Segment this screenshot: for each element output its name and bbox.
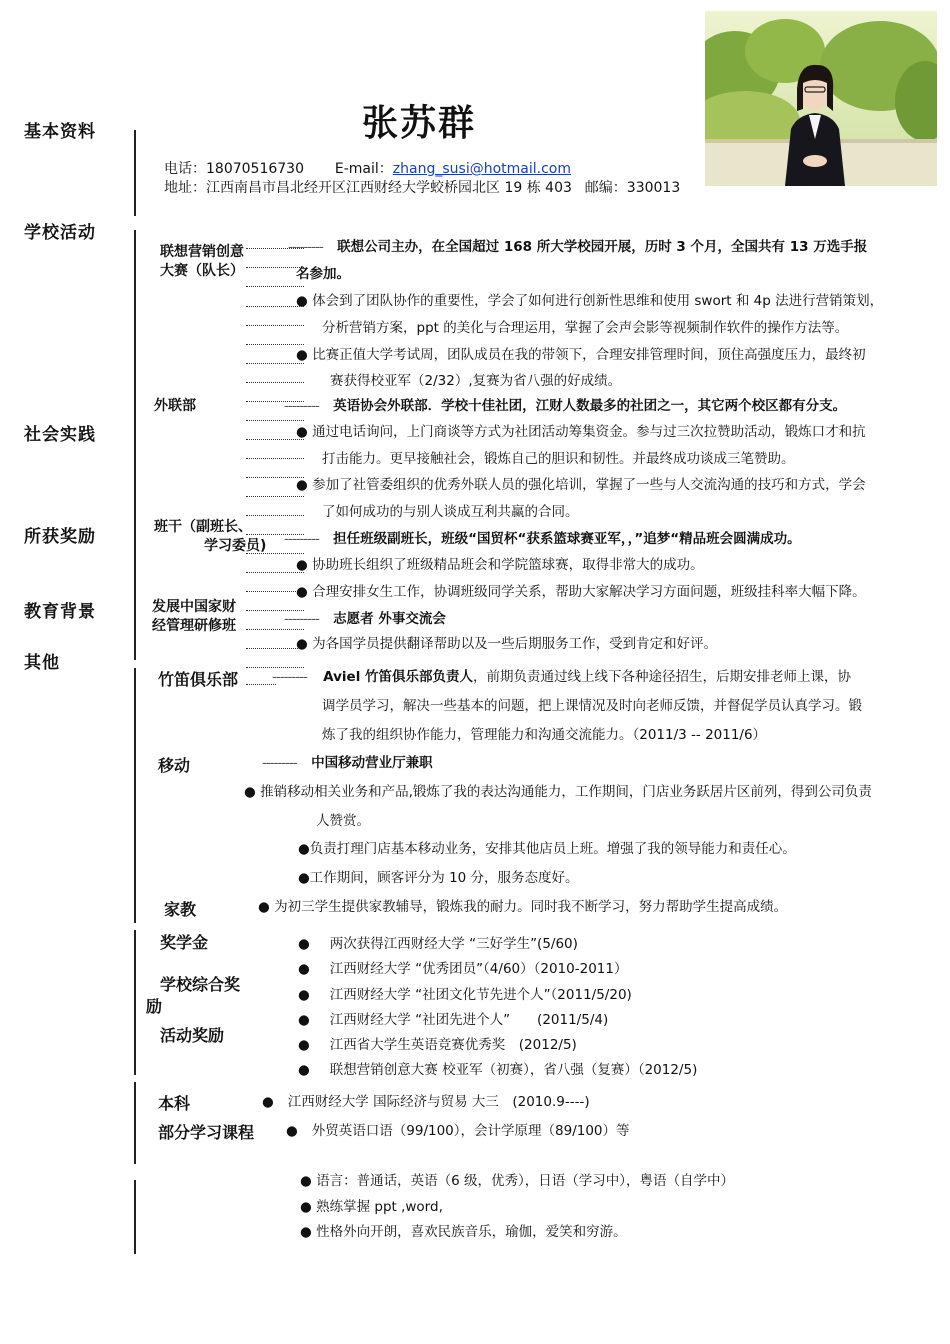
external-bullet-2-cont: 了如何成功的与别人谈成互利共赢的合同。 <box>322 504 579 520</box>
external-bullet-1 <box>296 421 866 443</box>
cadre-bullet-1 <box>296 554 704 576</box>
award-item-text: 江西财经大学 “社团先进个人” (2011/5/4) <box>329 1012 609 1028</box>
lenovo-bullet-1-cont: 分析营销方案，ppt 的美化与合理运用，掌握了会声会影等视频制作软件的操作方法等。 <box>322 320 849 336</box>
mobile-bullet-1-cont: 人赞赏。 <box>316 813 370 829</box>
cadre-heading <box>284 528 801 550</box>
award-item <box>298 1009 608 1031</box>
external-heading-text: 英语协会外联部．学校十佳社团，江财人数最多的社团之一，其它两个校区都有分支。 <box>333 398 847 414</box>
seminar-label-line2: 经管理研修班 <box>152 618 236 634</box>
lenovo-label-line2: 大赛（队长） <box>160 263 244 279</box>
bullet-dot: ● <box>296 477 308 493</box>
cadre-bullet-2 <box>296 581 866 603</box>
other-item-text: 性格外向开朗，喜欢民族音乐，瑜伽，爱笑和穷游。 <box>316 1224 627 1240</box>
cadre-bullet-2-text: 合理安排女生工作，协调班级同学关系，帮助大家解决学习方面问题，班级挂科率大幅下降。 <box>312 584 866 600</box>
cadre-label-line2: 学习委员) <box>204 538 267 554</box>
external-bullet-2 <box>296 474 866 496</box>
lenovo-bullet-2-text: 比赛正值大学考试周，团队成员在我的带领下，合理安排管理时间，顶住高强度压力，最终初 <box>312 347 866 363</box>
bullet-dot: ● <box>298 1012 310 1028</box>
dash-separator: --------- <box>288 239 323 255</box>
award-item <box>298 958 627 980</box>
tutor-label: 家教 <box>164 900 197 919</box>
bamboo-heading <box>272 666 851 688</box>
award-item-text: 江西财经大学 “社团文化节先进个人”（2011/5/20) <box>329 987 632 1003</box>
divider-education <box>134 1082 136 1164</box>
seminar-label-line1: 发展中国家财 <box>152 599 236 615</box>
education-degree-text: 江西财经大学 国际经济与贸易 大三 (2010.9----) <box>287 1094 590 1110</box>
bamboo-label: 竹笛俱乐部 <box>158 670 239 689</box>
profile-photo <box>705 11 937 186</box>
bullet-dot: ● <box>298 987 310 1003</box>
other-item <box>300 1170 734 1192</box>
seminar-bullet-1 <box>296 633 717 655</box>
mobile-bullet-2-text: 负责打理门店基本移动业务，安排其他店员上班。增强了我的领导能力和责任心。 <box>309 841 796 857</box>
bullet-dot: ● <box>298 841 310 857</box>
bullet-dot: ● <box>296 347 308 363</box>
email-link[interactable]: zhang_susi@hotmail.com <box>392 161 571 177</box>
awards-label-activity: 活动奖励 <box>160 1026 225 1045</box>
seminar-bullet-1-text: 为各国学员提供翻译帮助以及一些后期服务工作，受到肯定和好评。 <box>312 636 718 652</box>
awards-label-scholarship: 奖学金 <box>160 933 209 952</box>
section-education-title: 教育背景 <box>24 602 96 622</box>
bullet-dot: ● <box>300 1173 312 1189</box>
external-label: 外联部 <box>154 398 196 414</box>
external-bullet-1-text: 通过电话询问，上门商谈等方式为社团活动筹集资金。参与过三次拉赞助活动，锻炼口才和抗 <box>312 424 866 440</box>
zip-value: 330013 <box>626 180 681 196</box>
award-item <box>298 1034 577 1056</box>
education-courses-text: 外贸英语口语（99/100），会计学原理（89/100）等 <box>311 1123 630 1139</box>
cadre-heading-text: 担任班级副班长，班级“国贸杯“获系篮球赛亚军，，”追梦“精品班会圆满成功。 <box>333 531 801 547</box>
external-heading <box>284 395 846 417</box>
dash-separator: --------- <box>284 531 319 547</box>
mobile-bullet-3 <box>298 867 579 889</box>
section-other-title: 其他 <box>24 653 60 673</box>
cadre-bullet-1-text: 协助班长组织了班级精品班会和学院篮球赛，取得非常大的成功。 <box>312 557 704 573</box>
tutor-bullet-1-text: 为初三学生提供家教辅导，锻炼我的耐力。同时我不断学习，努力帮助学生提高成绩。 <box>274 899 788 915</box>
bullet-dot: ● <box>298 870 310 886</box>
award-item-text: 两次获得江西财经大学 “三好学生”(5/60) <box>329 936 578 952</box>
divider-other <box>134 1180 136 1254</box>
lenovo-label-line1: 联想营销创意 <box>160 244 244 260</box>
education-label-degree: 本科 <box>158 1094 191 1113</box>
section-awards-title: 所获奖励 <box>24 527 96 547</box>
lenovo-bullet-1 <box>296 290 883 312</box>
bullet-dot: ● <box>262 1094 274 1110</box>
dash-separator: --------- <box>284 611 319 627</box>
lenovo-heading-cont: 名参加。 <box>296 266 350 282</box>
seminar-heading <box>284 608 446 630</box>
other-item-text: 熟练掌握 ppt ,word, <box>316 1199 443 1215</box>
divider-social <box>134 668 136 923</box>
other-item <box>300 1196 443 1218</box>
award-item-text: 联想营销创意大赛 校亚军（初赛），省八强（复赛）（2012/5) <box>329 1062 698 1078</box>
bamboo-text-3: 炼了我的组织协作能力，管理能力和沟通交流能力。（2011/3 -- 2011/6） <box>322 727 767 743</box>
mobile-bullet-1 <box>244 781 872 803</box>
mobile-bullet-3-text: 工作期间，顾客评分为 10 分，服务态度好。 <box>309 870 579 886</box>
seminar-heading-text: 志愿者 外事交流会 <box>333 611 446 627</box>
external-bullet-1-cont: 打击能力。更早接触社会，锻炼自己的胆识和韧性。并最终成功谈成三笔赞助。 <box>322 451 795 467</box>
awards-label-comprehensive: 学校综合奖 <box>160 975 241 994</box>
bullet-dot: ● <box>298 936 310 952</box>
address-value: 江西南昌市昌北经开区江西财经大学蛟桥园北区 19 栋 403 <box>206 180 572 196</box>
lenovo-heading <box>288 236 867 258</box>
bullet-dot: ● <box>296 584 308 600</box>
bullet-dot: ● <box>296 636 308 652</box>
award-item-text: 江西财经大学 “优秀团员”（4/60）（2010-2011） <box>329 961 628 977</box>
education-degree <box>262 1091 590 1113</box>
address-line <box>164 177 680 199</box>
bullet-dot: ● <box>286 1123 298 1139</box>
lenovo-bullet-2 <box>296 344 866 366</box>
dash-separator: --------- <box>284 398 319 414</box>
other-item <box>300 1221 627 1243</box>
divider-basic <box>134 130 136 216</box>
mobile-heading-text: 中国移动营业厅兼职 <box>311 755 433 771</box>
cadre-label-line1: 班干（副班长、 <box>154 519 252 535</box>
bullet-dot: ● <box>298 1062 310 1078</box>
divider-awards <box>134 930 136 1075</box>
bullet-dot: ● <box>298 1037 310 1053</box>
section-social-title: 社会实践 <box>24 425 96 445</box>
email-label: E-mail： <box>334 161 393 177</box>
bullet-dot: ● <box>296 293 308 309</box>
address-label: 地址： <box>164 180 206 196</box>
section-school-title: 学校活动 <box>24 223 96 243</box>
bullet-dot: ● <box>258 899 270 915</box>
bullet-dot: ● <box>244 784 256 800</box>
other-item-text: 语言：普通话，英语（6 级，优秀），日语（学习中），粤语（自学中） <box>316 1173 734 1189</box>
lenovo-heading-text: 联想公司主办，在全国超过 168 所大学校园开展，历时 3 个月，全国共有 13 万选手报 <box>337 239 868 255</box>
bamboo-text-2: 调学员学习，解决一些基本的问题，把上课情况及时向老师反馈，并督促学员认真学习。锻 <box>322 698 862 714</box>
tutor-bullet-1 <box>258 896 787 918</box>
external-bullet-2-text: 参加了社管委组织的优秀外联人员的强化培训，掌握了一些与人交流沟通的技巧和方式，学会 <box>312 477 866 493</box>
bamboo-text-1: ，前期负责通过线上线下各种途径招生，后期安排老师上课，协 <box>473 669 852 685</box>
award-item <box>298 984 632 1006</box>
bamboo-heading-text: Aviel 竹笛俱乐部负责人 <box>323 669 474 685</box>
mobile-bullet-1-text: 推销移动相关业务和产品,锻炼了我的表达沟通能力，工作期间，门店业务跃居片区前列，得到公司负责 <box>260 784 872 800</box>
lenovo-bullet-2-cont: 赛获得校亚军（2/32）,复赛为省八强的好成绩。 <box>330 373 622 389</box>
bullet-dot: ● <box>298 961 310 977</box>
lenovo-bullet-1-text: 体会到了团队协作的重要性，学会了如何进行创新性思维和使用 swort 和 4p 法进行营销策划， <box>312 293 884 309</box>
phone-value: 18070516730 <box>206 161 304 177</box>
phone-label: 电话： <box>164 161 206 177</box>
bullet-dot: ● <box>300 1199 312 1215</box>
bullet-dot: ● <box>296 424 308 440</box>
person-name: 张苏群 <box>362 103 477 144</box>
mobile-label: 移动 <box>158 756 191 775</box>
mobile-heading <box>262 752 433 774</box>
bullet-dot: ● <box>296 557 308 573</box>
dash-separator: --------- <box>262 755 297 771</box>
awards-label-comprehensive-cont: 励 <box>146 997 163 1016</box>
award-item-text: 江西省大学生英语竞赛优秀奖 (2012/5) <box>329 1037 577 1053</box>
divider-school <box>134 230 136 660</box>
award-item <box>298 1059 697 1081</box>
dash-separator: --------- <box>272 669 307 685</box>
award-item <box>298 933 578 955</box>
zip-label: 邮编： <box>584 180 627 196</box>
section-basic-title: 基本资料 <box>24 122 96 142</box>
bullet-dot: ● <box>300 1224 312 1240</box>
education-label-courses: 部分学习课程 <box>158 1123 255 1142</box>
education-courses <box>286 1120 630 1142</box>
mobile-bullet-2 <box>298 838 796 860</box>
